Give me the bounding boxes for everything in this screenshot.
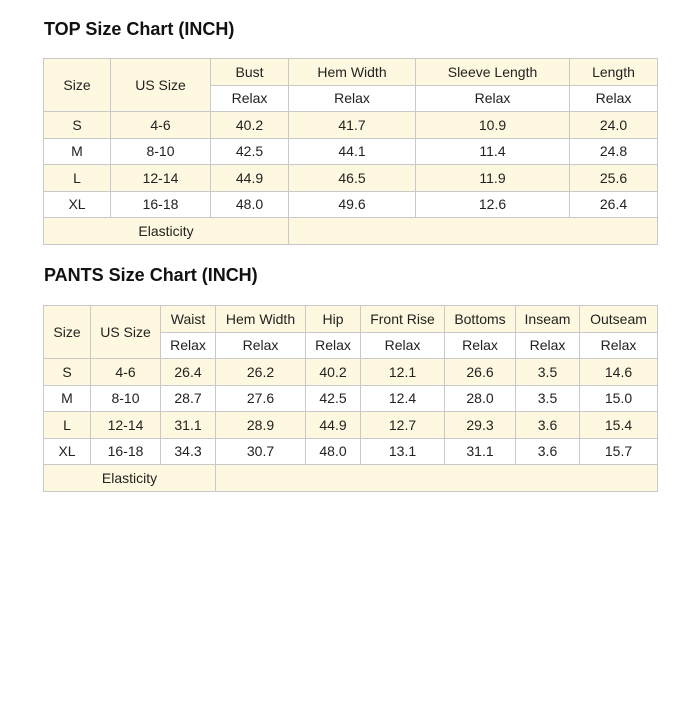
value-cell: 26.2 (216, 359, 306, 386)
value-cell: 40.2 (211, 112, 289, 139)
elasticity-value (216, 465, 658, 492)
us-size-cell: 4-6 (111, 112, 211, 139)
value-cell: 27.6 (216, 385, 306, 412)
size-cell: L (44, 412, 91, 439)
table-row (44, 138, 658, 165)
relax-subheader: Relax (516, 332, 580, 359)
value-cell: 11.4 (416, 138, 570, 165)
table-row (44, 438, 658, 465)
size-cell: M (44, 138, 111, 165)
us-size-cell: 8-10 (91, 385, 161, 412)
elasticity-row (44, 465, 658, 492)
value-cell: 10.9 (416, 112, 570, 139)
value-cell: 3.5 (516, 359, 580, 386)
value-cell: 30.7 (216, 438, 306, 465)
column-header: Hip (306, 306, 361, 333)
size-cell: S (44, 359, 91, 386)
value-cell: 15.7 (580, 438, 658, 465)
size-cell: M (44, 385, 91, 412)
relax-subheader: Relax (216, 332, 306, 359)
value-cell: 13.1 (361, 438, 445, 465)
value-cell: 34.3 (161, 438, 216, 465)
relax-subheader: Relax (361, 332, 445, 359)
size-header: Size (44, 306, 91, 359)
value-cell: 42.5 (306, 385, 361, 412)
us-size-cell: 12-14 (111, 165, 211, 192)
relax-subheader: Relax (445, 332, 516, 359)
value-cell: 42.5 (211, 138, 289, 165)
size-header: Size (44, 59, 111, 112)
value-cell: 44.9 (211, 165, 289, 192)
table-row (44, 385, 658, 412)
value-cell: 11.9 (416, 165, 570, 192)
relax-subheader: Relax (306, 332, 361, 359)
elasticity-label: Elasticity (44, 465, 216, 492)
value-cell: 3.6 (516, 438, 580, 465)
column-header: Length (570, 59, 658, 86)
table-row (44, 359, 658, 386)
size-cell: XL (44, 191, 111, 218)
value-cell: 49.6 (289, 191, 416, 218)
table-row (44, 191, 658, 218)
relax-subheader: Relax (289, 85, 416, 112)
column-header: Front Rise (361, 306, 445, 333)
us-size-header: US Size (91, 306, 161, 359)
size-cell: L (44, 165, 111, 192)
elasticity-value (289, 218, 658, 245)
value-cell: 12.4 (361, 385, 445, 412)
us-size-cell: 12-14 (91, 412, 161, 439)
value-cell: 26.4 (161, 359, 216, 386)
us-size-cell: 16-18 (91, 438, 161, 465)
value-cell: 28.0 (445, 385, 516, 412)
value-cell: 12.6 (416, 191, 570, 218)
column-header: Sleeve Length (416, 59, 570, 86)
pants-chart-title: PANTS Size Chart (INCH) (44, 265, 258, 285)
value-cell: 40.2 (306, 359, 361, 386)
value-cell: 41.7 (289, 112, 416, 139)
pants-size-table (43, 305, 658, 492)
value-cell: 44.9 (306, 412, 361, 439)
relax-subheader: Relax (580, 332, 658, 359)
value-cell: 31.1 (161, 412, 216, 439)
value-cell: 24.8 (570, 138, 658, 165)
size-cell: S (44, 112, 111, 139)
table-row (44, 412, 658, 439)
column-header: Hem Width (216, 306, 306, 333)
table-header-row (44, 306, 658, 333)
value-cell: 26.6 (445, 359, 516, 386)
top-size-table (43, 58, 658, 245)
us-size-cell: 16-18 (111, 191, 211, 218)
table-row (44, 112, 658, 139)
table-row (44, 165, 658, 192)
value-cell: 48.0 (306, 438, 361, 465)
relax-subheader: Relax (570, 85, 658, 112)
us-size-cell: 4-6 (91, 359, 161, 386)
value-cell: 28.9 (216, 412, 306, 439)
value-cell: 14.6 (580, 359, 658, 386)
table-header-row (44, 59, 658, 86)
us-size-cell: 8-10 (111, 138, 211, 165)
value-cell: 12.1 (361, 359, 445, 386)
column-header: Hem Width (289, 59, 416, 86)
value-cell: 15.4 (580, 412, 658, 439)
relax-subheader: Relax (416, 85, 570, 112)
value-cell: 46.5 (289, 165, 416, 192)
relax-subheader: Relax (211, 85, 289, 112)
column-header: Bottoms (445, 306, 516, 333)
us-size-header: US Size (111, 59, 211, 112)
relax-subheader: Relax (161, 332, 216, 359)
value-cell: 25.6 (570, 165, 658, 192)
value-cell: 3.5 (516, 385, 580, 412)
elasticity-label: Elasticity (44, 218, 289, 245)
top-chart-title: TOP Size Chart (INCH) (44, 19, 235, 39)
size-cell: XL (44, 438, 91, 465)
value-cell: 26.4 (570, 191, 658, 218)
value-cell: 15.0 (580, 385, 658, 412)
value-cell: 48.0 (211, 191, 289, 218)
value-cell: 29.3 (445, 412, 516, 439)
value-cell: 12.7 (361, 412, 445, 439)
column-header: Waist (161, 306, 216, 333)
column-header: Outseam (580, 306, 658, 333)
value-cell: 28.7 (161, 385, 216, 412)
column-header: Inseam (516, 306, 580, 333)
value-cell: 24.0 (570, 112, 658, 139)
elasticity-row (44, 218, 658, 245)
column-header: Bust (211, 59, 289, 86)
value-cell: 3.6 (516, 412, 580, 439)
value-cell: 44.1 (289, 138, 416, 165)
value-cell: 31.1 (445, 438, 516, 465)
